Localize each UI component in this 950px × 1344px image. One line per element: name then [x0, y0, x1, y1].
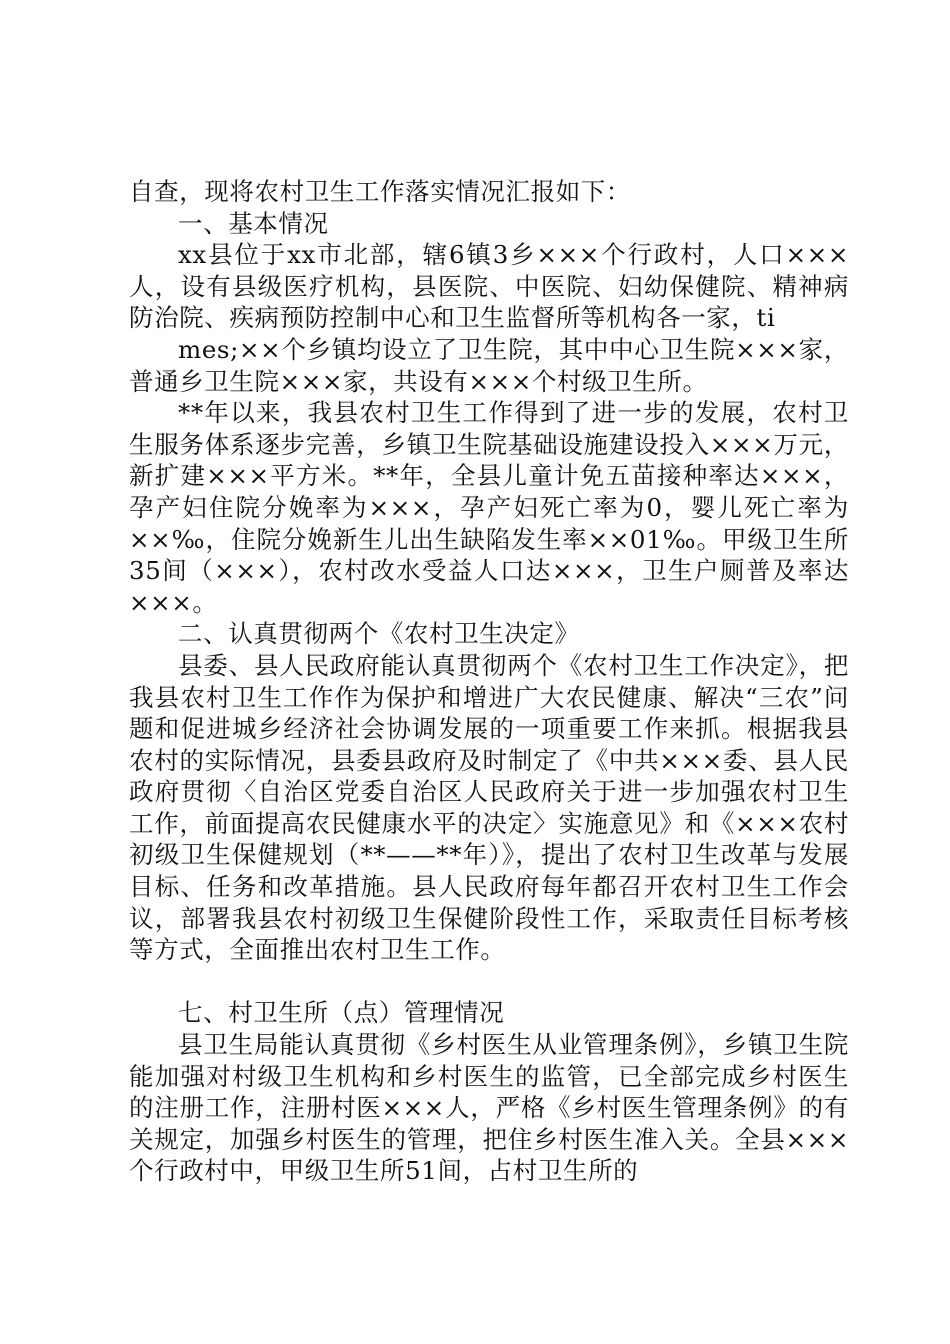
section-heading-two-decisions: 二、认真贯彻两个《农村卫生决定》 — [178, 619, 580, 649]
paragraph-township-clinics: mes;××个乡镇均设立了卫生院，其中中心卫生院×××家，普通乡卫生院×××家，共设有×××个村级卫生所。 — [129, 334, 849, 396]
paragraph-village-doctor-management: 县卫生局能认真贯彻《乡村医生从业管理条例》，乡镇卫生院能加强对村级卫生机构和乡村医生的监管，已全部完成乡村医生的注册工作，注册村医×××人，严格《乡村医生管理条例》的有关规定，加强乡村医生的管理，把住乡村医生准入关。全县×××个行政村中，甲级卫生所51间，占村卫生所的 — [129, 1030, 849, 1186]
section-heading-basic-situation: 一、基本情况 — [178, 208, 329, 238]
paragraph-county-overview: xx县位于xx市北部，辖6镇3乡×××个行政村，人口×××人，设有县级医疗机构，县医院、中医院、妇幼保健院、精神病防治院、疾病预防控制中心和卫生监督所等机构各一家，ti — [129, 240, 849, 333]
document-body — [129, 176, 849, 1187]
intro-paragraph: 自查，现将农村卫生工作落实情况汇报如下： — [129, 177, 631, 206]
paragraph-gap — [129, 966, 849, 998]
paragraph-development-statistics: **年以来，我县农村卫生工作得到了进一步的发展，农村卫生服务体系逐步完善，乡镇卫生院基础设施建设投入×××万元，新扩建×××平方米。**年，全县儿童计免五苗接种率达×××，孕产妇住院分娩率为×××，孕产妇死亡率为0，婴儿死亡率为××‰，住院分娩新生儿出生缺陷发生率××01‰。甲级卫生所35间（×××），农村改水受益人口达×××，卫生户厕普及率达×××。 — [129, 398, 849, 617]
paragraph-implementation: 县委、县人民政府能认真贯彻两个《农村卫生工作决定》，把我县农村卫生工作作为保护和增进广大农民健康、解决“三农”问题和促进城乡经济社会协调发展的一项重要工作来抓。根据我县农村的实际情况，县委县政府及时制定了《中共×××委、县人民政府贯彻〈自治区党委自治区人民政府关于进一步加强农村卫生工作，前面提高农民健康水平的决定〉实施意见》和《×××农村初级卫生保健规划（**——**年）》，提出了农村卫生改革与发展目标、任务和改革措施。县人民政府每年都召开农村卫生工作会议，部署我县农村初级卫生保健阶段性工作，采取责任目标考核等方式，全面推出农村卫生工作。 — [129, 650, 849, 965]
section-heading-village-clinic-management: 七、村卫生所（点）管理情况 — [178, 998, 505, 1028]
